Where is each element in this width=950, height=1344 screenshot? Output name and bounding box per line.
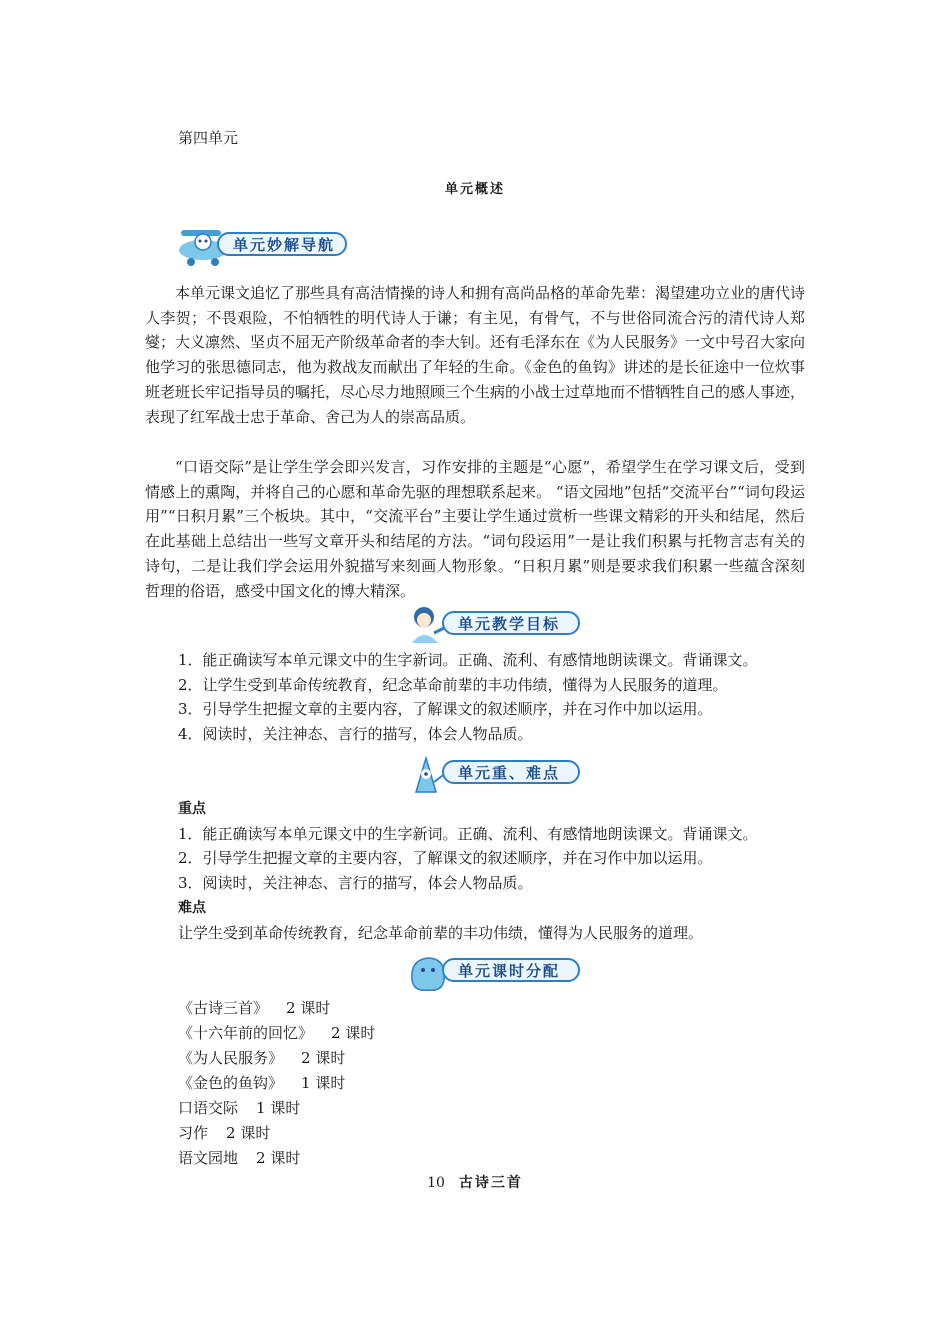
schedule-row (178, 1121, 375, 1146)
schedule-hours: 2 课时 (331, 1024, 376, 1042)
schedule-row (178, 1096, 375, 1121)
focus-item: 2．引导学生把握文章的主要内容，了解课文的叙述顺序，并在习作中加以运用。 (178, 849, 713, 868)
nav-paragraph-1: 本单元课文追忆了那些具有高洁情操的诗人和拥有高尚品格的革命先辈：渴望建功立业的唐代诗人李贺；不畏艰险，不怕牺牲的明代诗人于谦；有主见，有骨气，不与世俗同流合污的清代诗人郑燮；大义凛然、坚贞不屈无产阶级革命者的李大钊。还有毛泽东在《为人民服务》一文中号召大家向他学习的张思德同志，他为救战友而献出了年轻的生命。《金色的鱼钩》讲述的是长征途中一位炊事班老班长牢记指导员的嘱托，尽心尽力地照顾三个生病的小战士过草地而不惜牺牲自己的感人事迹，表现了红军战士忠于革命、舍己为人的崇高品质。 (145, 284, 806, 426)
schedule-item: 《十六年前的回忆》 (178, 1024, 314, 1042)
schedule-row (178, 1071, 375, 1096)
section-header-goals (404, 603, 582, 643)
page-number: 10 (427, 1175, 445, 1191)
schedule-item: 习作 (178, 1124, 209, 1142)
difficulty-label: 难点 (178, 899, 206, 916)
schedule-row (178, 996, 375, 1021)
section-title-schedule: 单元课时分配 (442, 958, 580, 982)
page-footer (0, 1172, 950, 1192)
focus-label: 重点 (178, 801, 206, 817)
nav-paragraph-2: “口语交际”是让学生学会即兴发言，习作安排的主题是“心愿”，希望学生在学习课文后，受到情感上的熏陶，并将自己的心愿和革命先驱的理想联系起来。 “语文园地”包括“交流平台”“词句段运用”“日积月累”三个板块。其中，“交流平台”主要让学生通过赏析一些课文精彩的开头和结尾，然后在此基础上总结出一些写文章开头和结尾的方法。“词句段运用”一是让我们积累与托物言志有关的诗句，二是让我们学会运用外貌描写来刻画人物形象。“日积月累”则是要求我们积累一些蕴含深刻哲理的俗语，感受中国文化的博大精深。 (145, 458, 805, 600)
goal-item: 4．阅读时，关注神态、言行的描写，体会人物品质。 (178, 725, 533, 744)
section-header-schedule (404, 950, 582, 990)
section-title-key-points: 单元重、难点 (442, 760, 580, 784)
goal-item: 2．让学生受到革命传统教育，纪念革命前辈的丰功伟绩，懂得为人民服务的道理。 (178, 675, 728, 694)
focus-item: 3．阅读时，关注神态、言行的描写，体会人物品质。 (178, 874, 533, 893)
schedule-hours: 2 课时 (226, 1124, 271, 1142)
unit-label: 第四单元 (178, 129, 239, 147)
schedule-row (178, 1146, 375, 1171)
section-header-key-points (404, 752, 582, 792)
schedule-hours: 2 课时 (301, 1049, 346, 1067)
schedule-item: 《古诗三首》 (178, 999, 269, 1017)
schedule-row (178, 1021, 375, 1046)
schedule-item: 《为人民服务》 (178, 1049, 284, 1067)
schedule-list (178, 996, 375, 1171)
goals-list (178, 648, 818, 747)
goal-item: 1．能正确读写本单元课文中的生字新词。正确、流利、有感情地朗读课文。背诵课文。 (178, 651, 758, 669)
schedule-item: 语文园地 (178, 1149, 239, 1167)
section-title-nav: 单元妙解导航 (217, 232, 347, 256)
schedule-hours: 2 课时 (286, 999, 331, 1017)
schedule-hours: 1 课时 (301, 1074, 346, 1092)
section-header-nav (175, 224, 355, 264)
focus-item: 1．能正确读写本单元课文中的生字新词。正确、流利、有感情地朗读课文。背诵课文。 (178, 824, 758, 843)
schedule-row (178, 1046, 375, 1071)
key-points-block (178, 797, 818, 945)
next-lesson-title: 古诗三首 (458, 1175, 523, 1191)
section-title-goals: 单元教学目标 (442, 611, 580, 635)
goal-item: 3．引导学生把握文章的主要内容，了解课文的叙述顺序，并在习作中加以运用。 (178, 700, 713, 719)
schedule-hours: 1 课时 (256, 1099, 301, 1117)
schedule-item: 《金色的鱼钩》 (178, 1074, 284, 1092)
overview-title: 单元概述 (444, 182, 505, 197)
schedule-hours: 2 课时 (256, 1149, 301, 1167)
difficulty-text: 让学生受到革命传统教育，纪念革命前辈的丰功伟绩，懂得为人民服务的道理。 (178, 923, 704, 942)
schedule-item: 口语交际 (178, 1099, 239, 1117)
